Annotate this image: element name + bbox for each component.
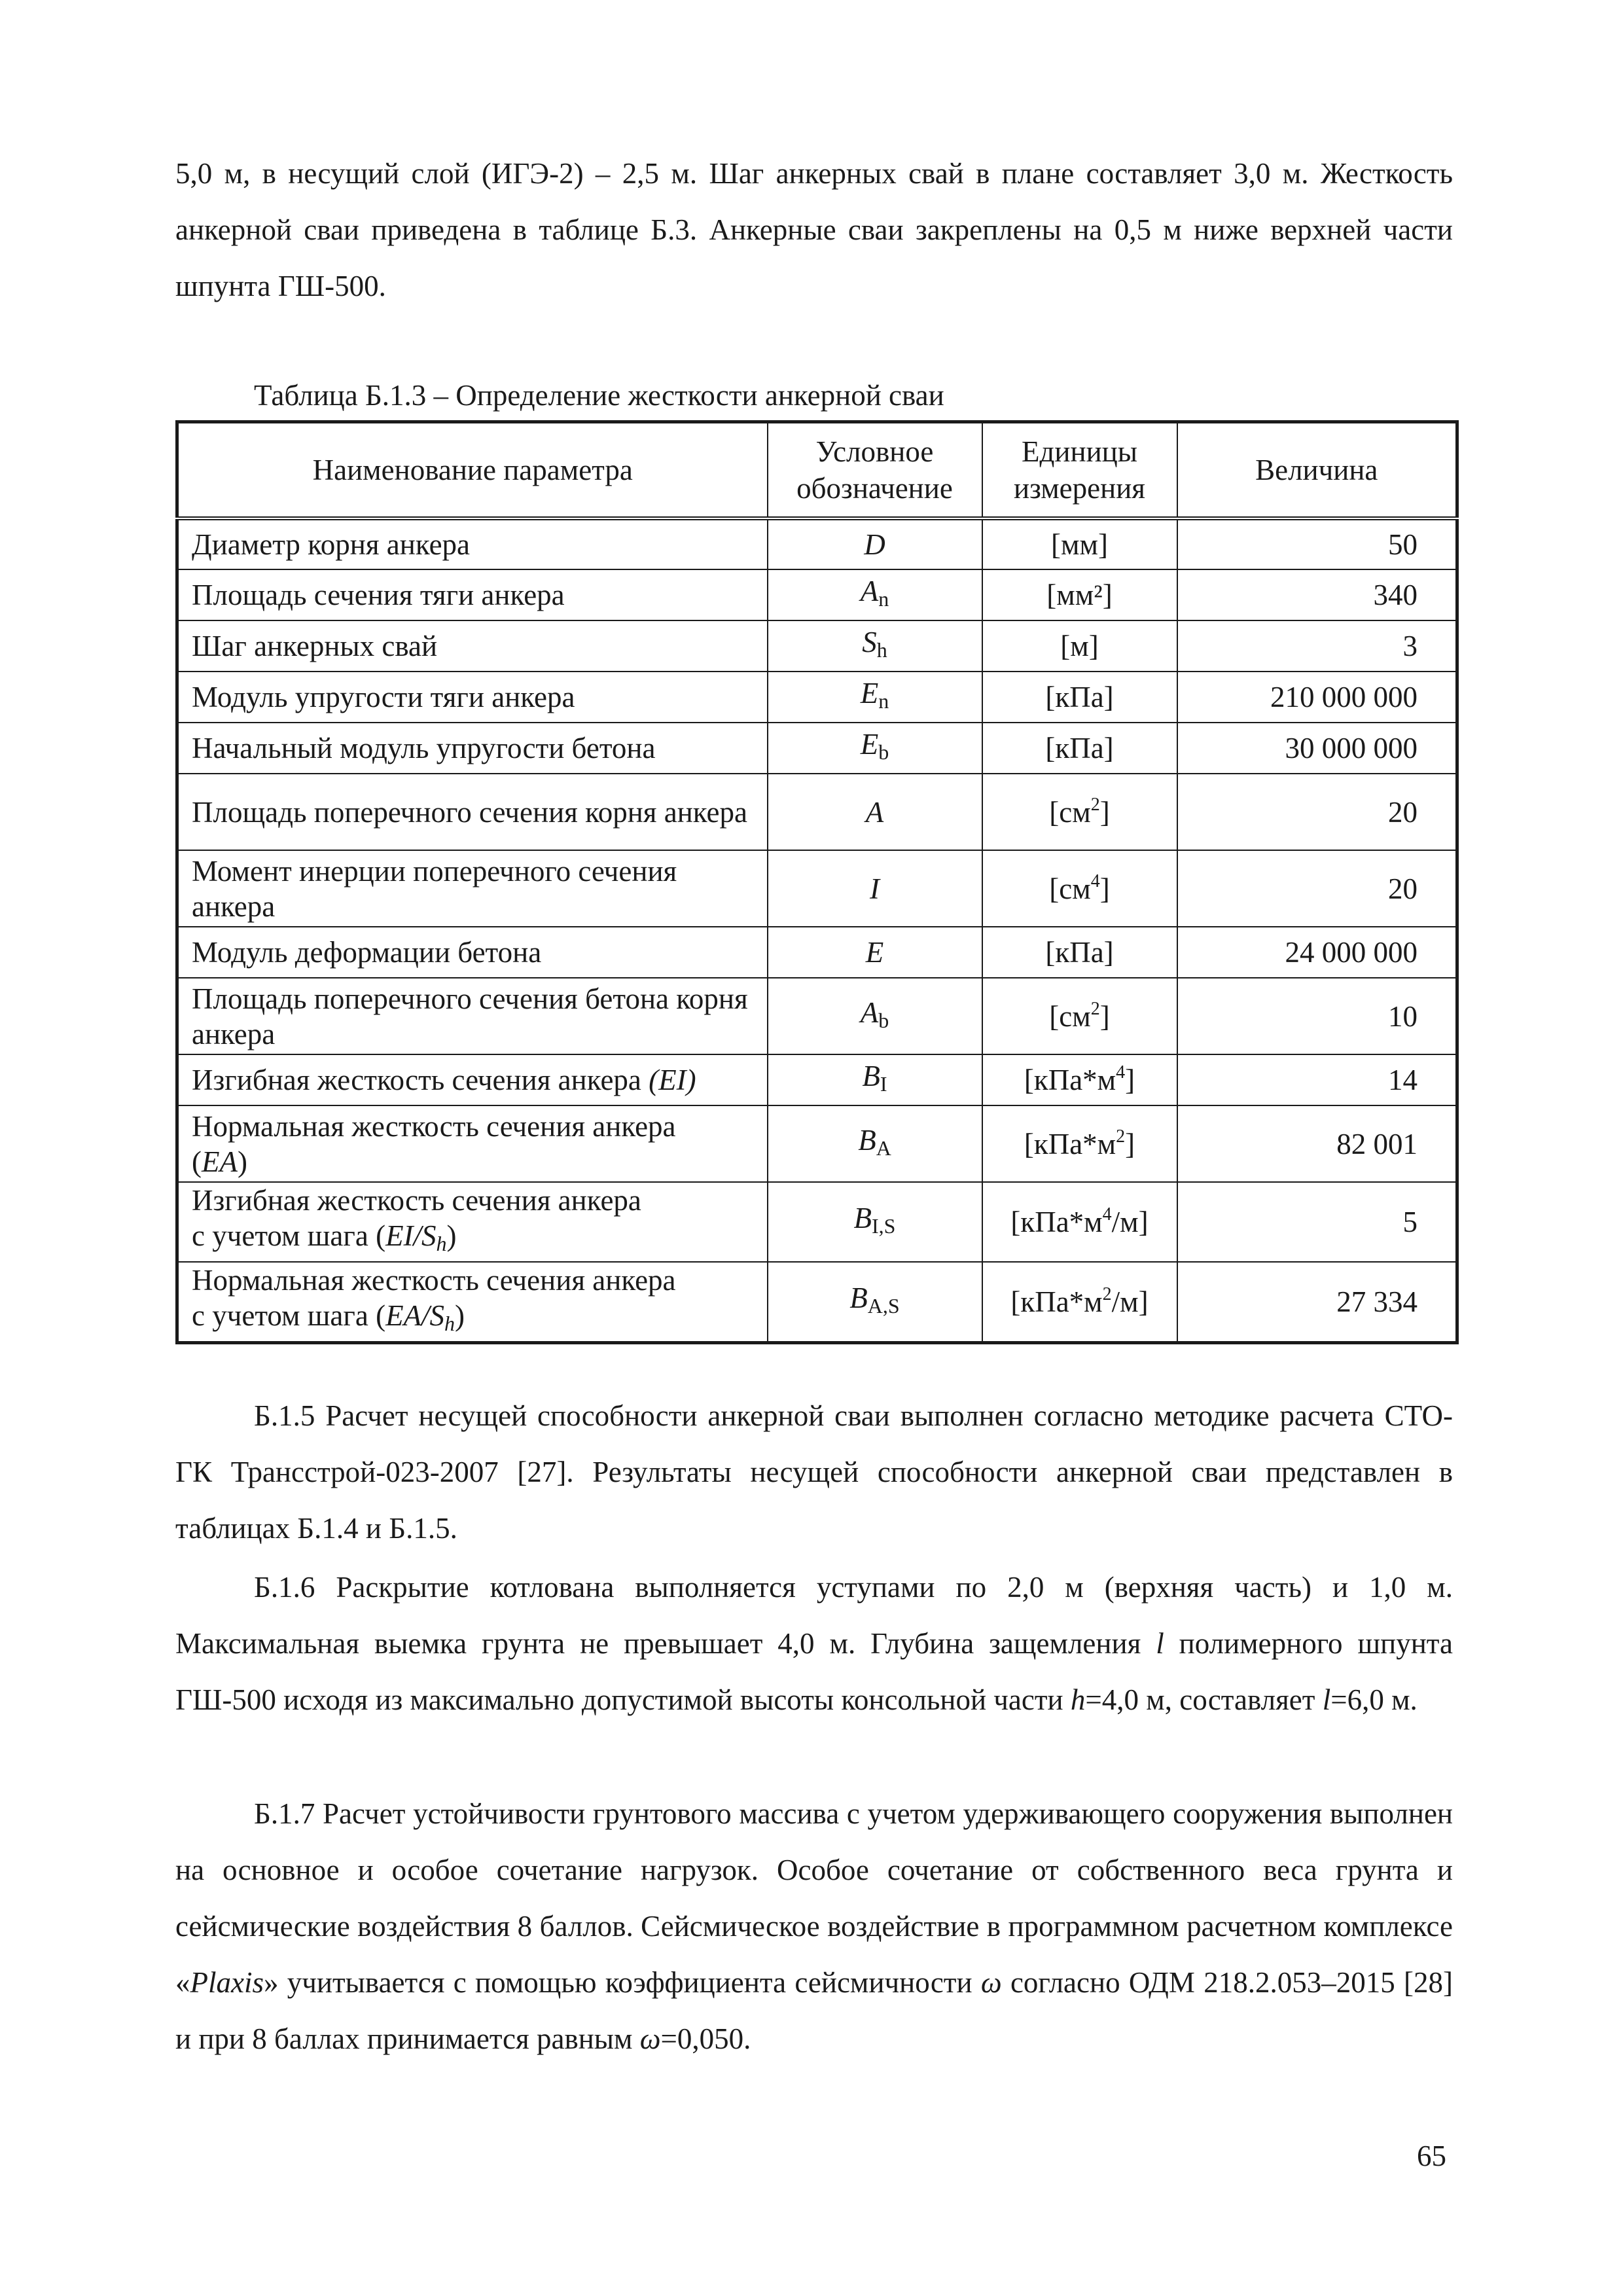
table-row <box>177 620 1457 672</box>
header-parameter: Наименование параметра <box>177 422 768 519</box>
param-name: Площадь поперечного сечения корня анкера <box>177 774 768 850</box>
page-number: 65 <box>1417 2140 1446 2172</box>
table-row <box>177 927 1457 978</box>
param-name: Модуль упругости тяги анкера <box>177 672 768 723</box>
param-name: Момент инерции поперечного сечения анкера <box>177 850 768 927</box>
header-value: Величина <box>1177 422 1457 519</box>
table-row <box>177 978 1457 1054</box>
param-name: Начальный модуль упругости бетона <box>177 723 768 774</box>
param-name: Площадь поперечного сечения бетона корня анкера <box>177 978 768 1054</box>
param-unit: $[см^2]$ <box>982 774 1177 850</box>
paragraph-b17: Б.1.7 Расчет устойчивости грунтового массива с учетом удерживающего сооружения выполнен на основное и особое сочетание нагрузок. Особое сочетание от собственного веса грунта и сейсмические воздействия 8 баллов. Сейсмическое воздействие в программном расчетном комплексе «Plaxis» учитывается с помощью коэффициента сейсмичности ω согласно ОДМ 218.2.053–2015 [28] и при 8 баллах принимается равным ω=0,050. <box>175 1797 1453 2055</box>
param-symbol: I <box>768 850 982 927</box>
param-unit: [кПа] <box>982 723 1177 774</box>
param-symbol: $A_n$ <box>768 569 982 620</box>
param-symbol: $B_I$ <box>768 1054 982 1105</box>
param-value: 14 <box>1177 1054 1457 1105</box>
param-symbol: D <box>768 518 982 569</box>
param-name: Шаг анкерных свай <box>177 620 768 672</box>
param-symbol: $E_b$ <box>768 723 982 774</box>
param-unit: $[см^2]$ <box>982 978 1177 1054</box>
table-header-row <box>177 422 1457 519</box>
param-symbol: E <box>768 927 982 978</box>
param-value: 340 <box>1177 569 1457 620</box>
table-row <box>177 1182 1457 1262</box>
param-symbol: $B_{A,S}$ <box>768 1262 982 1343</box>
param-value: 20 <box>1177 850 1457 927</box>
param-name: Модуль деформации бетона <box>177 927 768 978</box>
param-name: Площадь сечения тяги анкера <box>177 569 768 620</box>
param-value: 30 000 000 <box>1177 723 1457 774</box>
param-unit: [кПа] <box>982 672 1177 723</box>
table-row <box>177 1054 1457 1105</box>
param-name: Нормальная жесткость сечения анкера с учетом шага $(EA/S_h)$ <box>177 1262 768 1343</box>
param-symbol: $A_b$ <box>768 978 982 1054</box>
param-unit: $[кПа*м^4]$ <box>982 1054 1177 1105</box>
table-row <box>177 723 1457 774</box>
param-value: 3 <box>1177 620 1457 672</box>
param-symbol: $B_A$ <box>768 1105 982 1182</box>
paragraph-b16: Б.1.6 Раскрытие котлована выполняется уступами по 2,0 м (верхняя часть) и 1,0 м. Максимальная выемка грунта не превышает 4,0 м. Глубина защемления l полимерного шпунта ГШ-500 исходя из максимально допустимой высоты консольной части h=4,0 м, составляет l=6,0 м. <box>175 1571 1453 1716</box>
table-row <box>177 569 1457 620</box>
param-name: Изгибная жесткость сечения анкера с учетом шага $(EI/S_h)$ <box>177 1182 768 1262</box>
param-value: 20 <box>1177 774 1457 850</box>
header-symbol: Условное обозначение <box>768 422 982 519</box>
param-value: 24 000 000 <box>1177 927 1457 978</box>
anchor-stiffness-table <box>175 420 1459 1344</box>
table-caption: Таблица Б.1.3 – Определение жесткости анкерной сваи <box>254 379 944 412</box>
param-unit: [м] <box>982 620 1177 672</box>
param-symbol: $E_n$ <box>768 672 982 723</box>
table-row <box>177 672 1457 723</box>
param-symbol: $B_{I,S}$ <box>768 1182 982 1262</box>
table-row <box>177 518 1457 569</box>
param-value: 5 <box>1177 1182 1457 1262</box>
param-value: 27 334 <box>1177 1262 1457 1343</box>
param-unit: $[см^4]$ <box>982 850 1177 927</box>
param-unit: $[кПа*м^2/м]$ <box>982 1262 1177 1343</box>
param-value: 10 <box>1177 978 1457 1054</box>
param-value: 50 <box>1177 518 1457 569</box>
table-row <box>177 774 1457 850</box>
table-row <box>177 1262 1457 1343</box>
param-unit: [кПа] <box>982 927 1177 978</box>
param-name: Изгибная жесткость сечения анкера (EI) <box>177 1054 768 1105</box>
header-unit: Единицы измерения <box>982 422 1177 519</box>
paragraph-b15: Б.1.5 Расчет несущей способности анкерной сваи выполнен согласно методике расчета СТО-ГК Трансстрой-023-2007 [27]. Результаты несущей способности анкерной сваи представлен в таблицах Б.1.4 и Б.1.5. <box>175 1399 1453 1545</box>
table-row <box>177 850 1457 927</box>
param-unit: [мм²] <box>982 569 1177 620</box>
param-unit: $[кПа*м^4/м]$ <box>982 1182 1177 1262</box>
param-unit: [мм] <box>982 518 1177 569</box>
param-name: Нормальная жесткость сечения анкера (EA) <box>177 1105 768 1182</box>
paragraph-top: 5,0 м, в несущий слой (ИГЭ-2) – 2,5 м. Шаг анкерных свай в плане составляет 3,0 м. Жесткость анкерной сваи приведена в таблице Б.3. Анкерные сваи закреплены на 0,5 м ниже верхней части шпунта ГШ-500. <box>175 157 1453 302</box>
param-value: 82 001 <box>1177 1105 1457 1182</box>
param-symbol: $S_h$ <box>768 620 982 672</box>
param-name: Диаметр корня анкера <box>177 518 768 569</box>
stiffness-table <box>175 420 1455 1344</box>
param-unit: $[кПа*м^2]$ <box>982 1105 1177 1182</box>
table-row <box>177 1105 1457 1182</box>
param-symbol: A <box>768 774 982 850</box>
param-value: 210 000 000 <box>1177 672 1457 723</box>
